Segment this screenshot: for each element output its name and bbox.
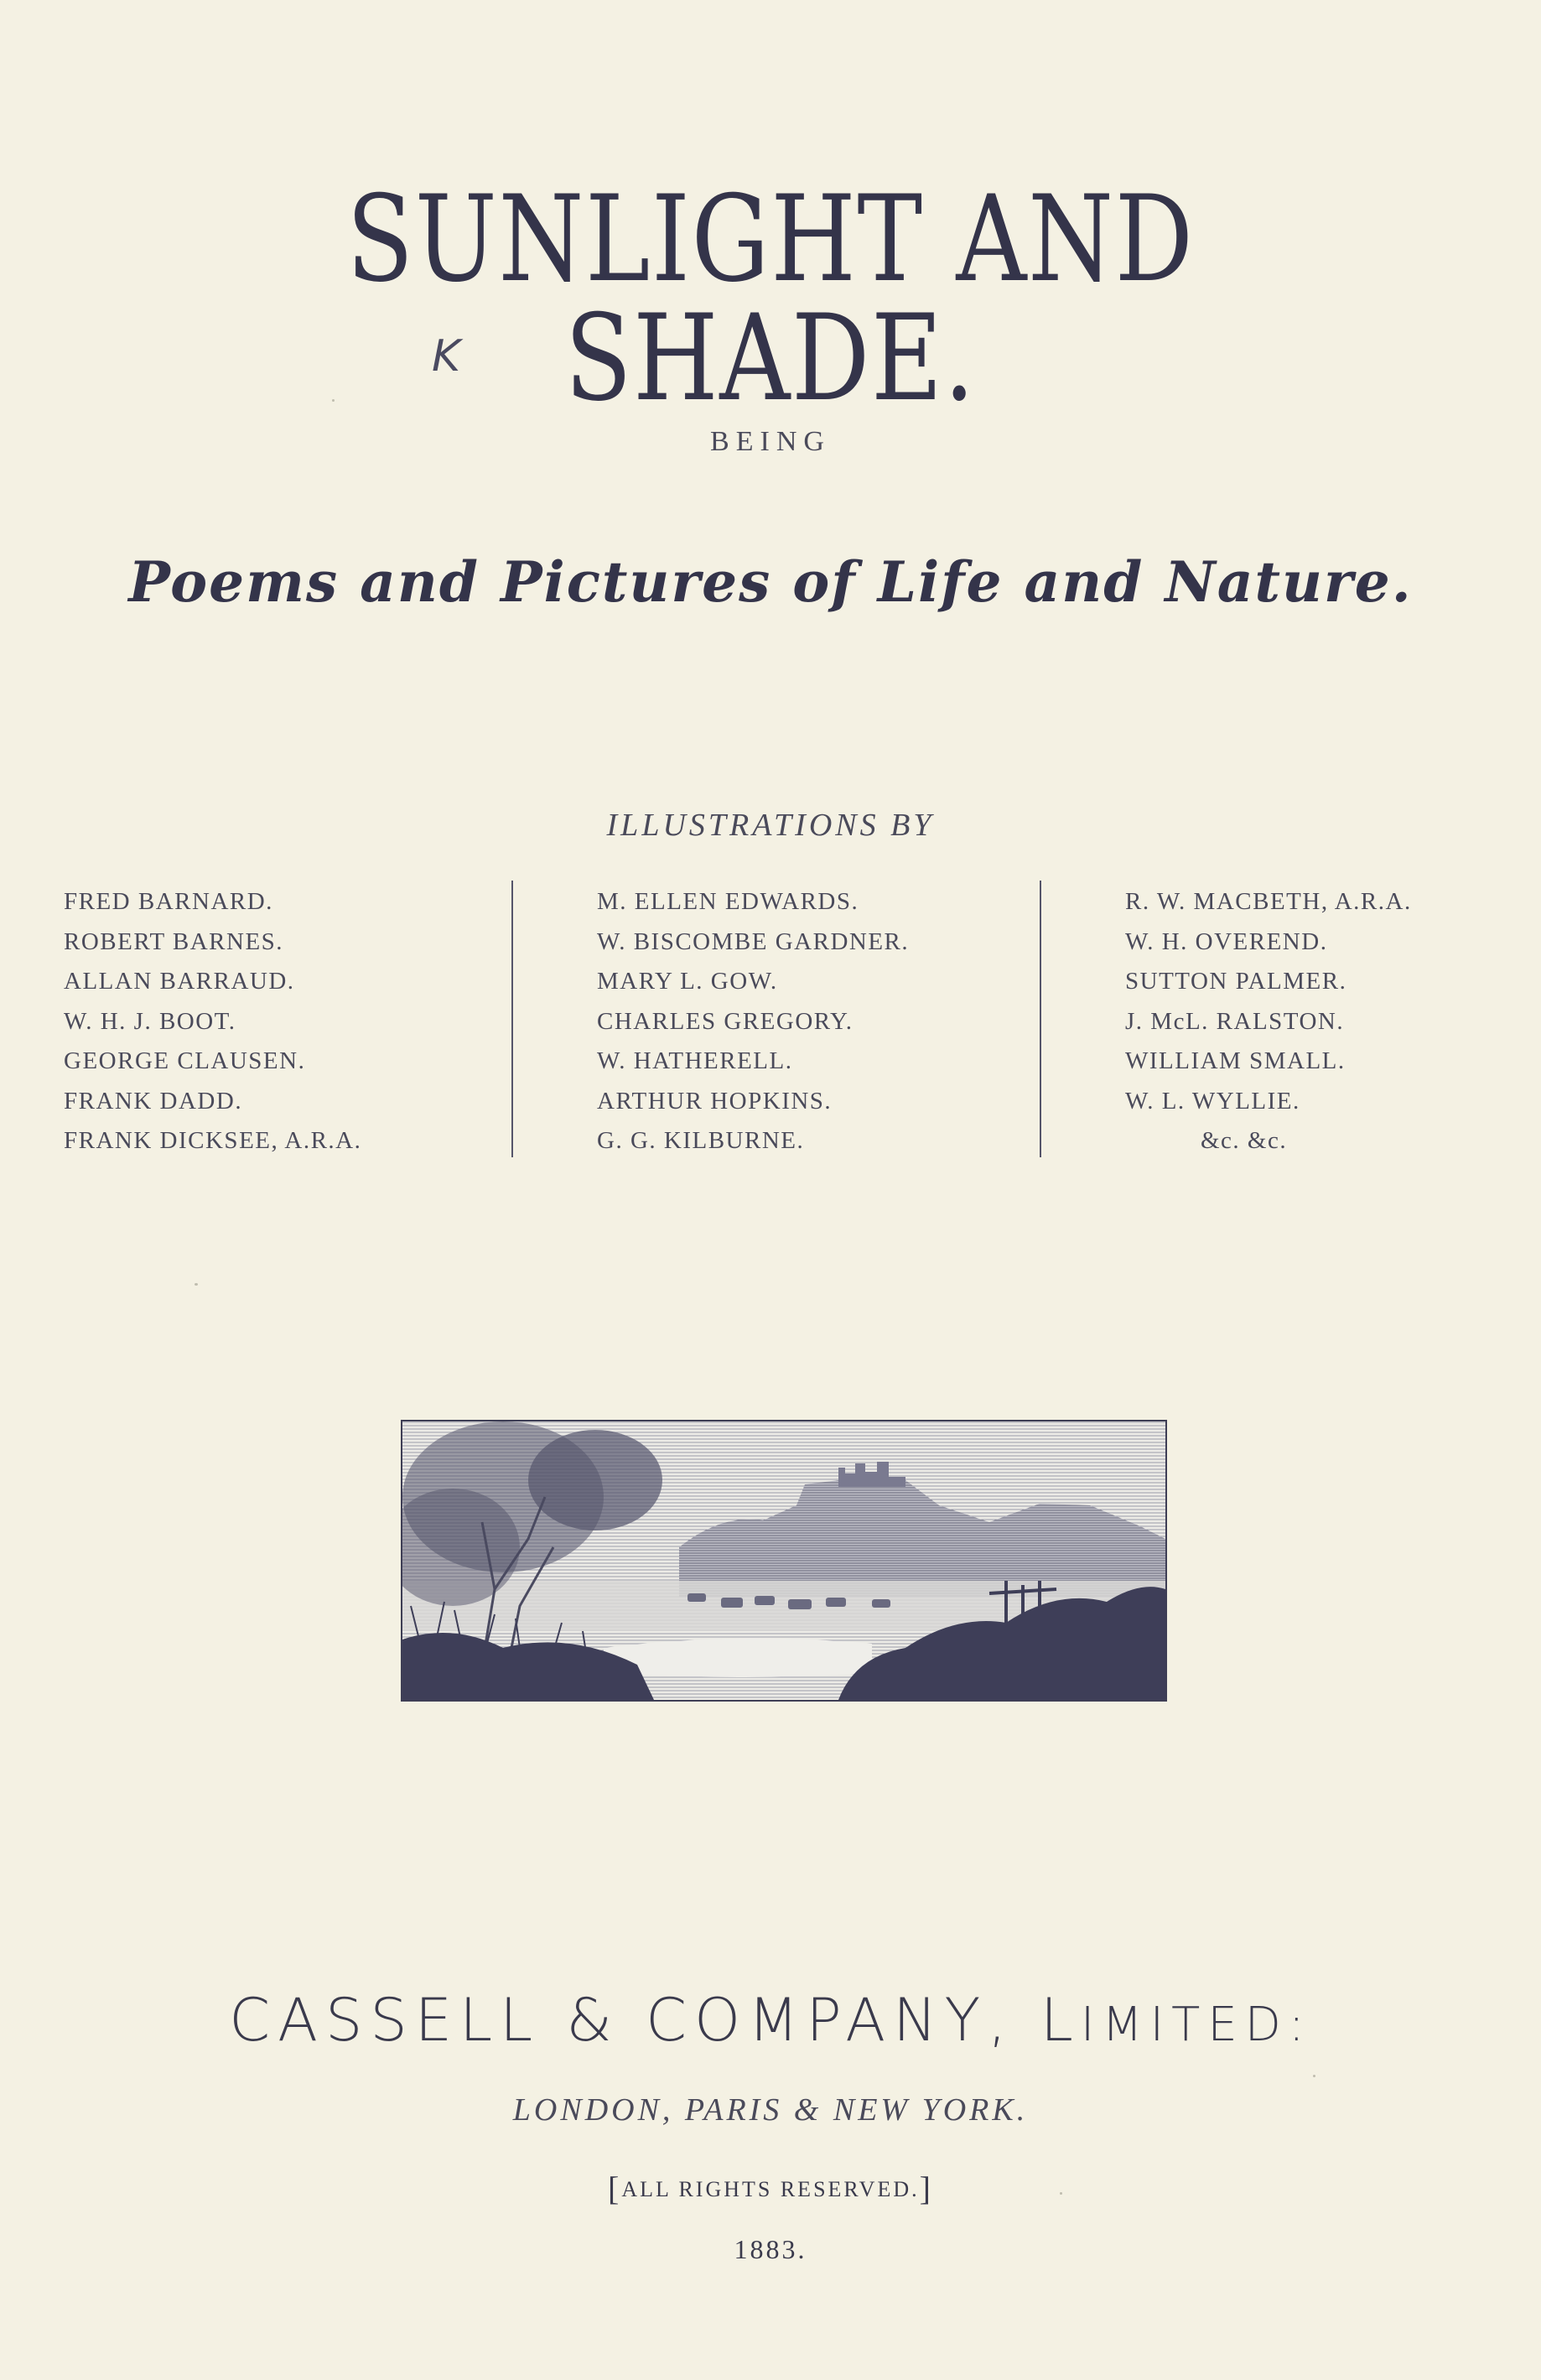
illustrators-column-3 (1125, 882, 1412, 1161)
illustrator-name: FRANK DICKSEE, A.R.A. (64, 1127, 362, 1154)
publication-year: 1883. (734, 2234, 807, 2264)
illustrator-name: ARTHUR HOPKINS. (597, 1087, 833, 1115)
illustrators-column-1 (64, 882, 361, 1161)
landscape-engraving (401, 1420, 1167, 1702)
paper-speck (1313, 2075, 1315, 2077)
rights-close-bracket: ] (919, 2170, 933, 2207)
illustrator-name: FRANK DADD. (64, 1087, 243, 1115)
rights-open-bracket: [ (608, 2170, 622, 2207)
handwritten-mark: K (432, 331, 461, 382)
landscape-engraving-image (402, 1421, 1165, 1700)
book-subtitle: Poems and Pictures of Life and Nature. (128, 549, 1413, 615)
illustrator-name: ALLAN BARRAUD. (64, 968, 295, 995)
illustrator-name: GEORGE CLAUSEN. (64, 1047, 306, 1074)
publisher-places: LONDON, PARIS & NEW YORK. (512, 2092, 1029, 2128)
illustrator-name: WILLIAM SMALL. (1125, 1047, 1346, 1074)
illustrator-name: W. H. J. BOOT. (64, 1007, 236, 1035)
rights-text: ALL RIGHTS RESERVED. (621, 2177, 920, 2201)
illustrator-name: CHARLES GREGORY. (597, 1007, 854, 1035)
illustrator-name: W. L. WYLLIE. (1125, 1087, 1300, 1115)
illustrator-name: W. H. OVEREND. (1125, 928, 1328, 955)
being-label: BEING (710, 426, 831, 457)
illustrations-heading: ILLUSTRATIONS BY (606, 808, 935, 843)
illustrator-name: MARY L. GOW. (597, 968, 778, 995)
publisher-company: CASSELL & COMPANY, (229, 1986, 1014, 2055)
illustrator-name: G. G. KILBURNE. (597, 1127, 805, 1154)
illustrator-name: SUTTON PALMER. (1125, 968, 1347, 995)
illustrator-name: ROBERT BARNES. (64, 928, 284, 955)
paper-speck (195, 1283, 198, 1286)
publisher-suffix-rest: IMITED: (1080, 1998, 1312, 2052)
illustrator-name: W. BISCOMBE GARDNER. (597, 928, 910, 955)
publisher-suffix-cap: L (1040, 1986, 1081, 2055)
book-title: SUNLIGHT AND SHADE. (346, 170, 1195, 428)
illustrator-name: M. ELLEN EDWARDS. (597, 888, 859, 915)
illustrator-name: W. HATHERELL. (597, 1047, 793, 1074)
column-divider (511, 881, 513, 1157)
paper-speck (1060, 2192, 1062, 2195)
illustrator-name: FRED BARNARD. (64, 888, 273, 915)
publisher-name (0, 1986, 1541, 2055)
illustrator-name: R. W. MACBETH, A.R.A. (1125, 888, 1412, 915)
illustrator-etc: &c. &c. (1201, 1127, 1288, 1154)
illustrator-name: J. McL. RALSTON. (1125, 1007, 1345, 1035)
column-divider (1040, 881, 1041, 1157)
illustrators-column-2 (597, 882, 909, 1161)
rights-notice (0, 2169, 1541, 2208)
paper-speck (332, 399, 335, 402)
